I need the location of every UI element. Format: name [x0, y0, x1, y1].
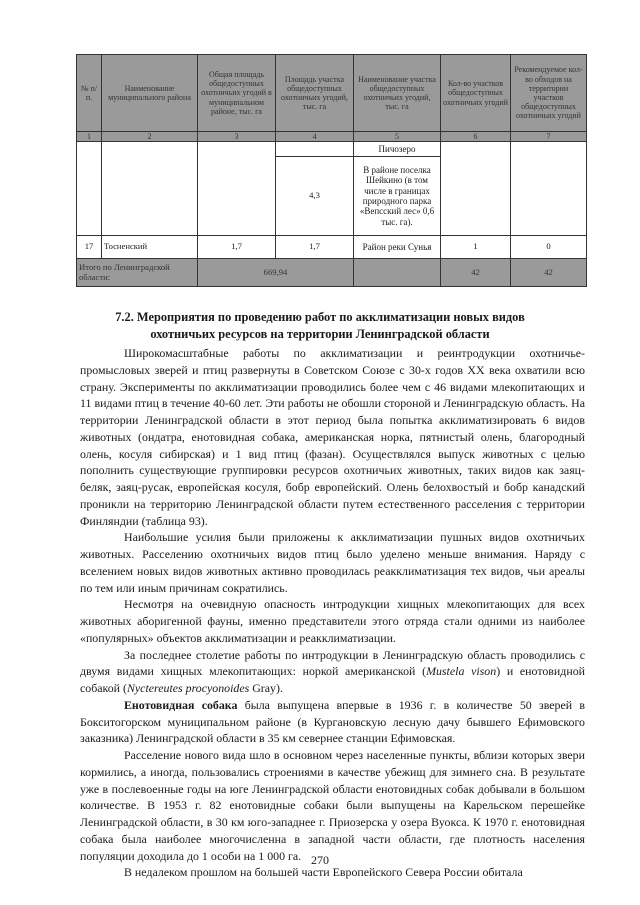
- text-run: ) и енотовидной собакой (: [80, 664, 586, 695]
- paragraph: Наибольшие усилия были приложены к акклиматизации пушных видов охотничьих животных. Расселению охотничьих видов птиц было уделено меньше внимания. Наряду с вселением новых видов животных активно проводилась реакклиматизация тех видов, чьи ареалы по тем или иным причинам сократились.: [80, 530, 585, 595]
- paragraph: [80, 647, 585, 697]
- table-cell: [198, 142, 276, 236]
- page-number: 270: [311, 853, 329, 867]
- paragraph: Расселение нового вида шло в основном через населенные пункты, вблизи которых звери кормились, а иногда, пользовались строениями в качестве убежищ для зимнего сна. В результате уже в послевоенные годы на юге Ленинградской области енотовидных собак добывали в большом количестве. В 1953 г. 82 енотовидные собаки были выпущены на Карельском перешейке Ленинградской области, в 30 км юго-западнее г. Приозерска у озера Вуокса. К 1970 г. енотовидная собака была наиболее многочисленна в западной части области, где плотность населения популяции доходила до 1 особи на 1 000 га.: [80, 748, 585, 863]
- paragraph: Широкомасштабные работы по акклиматизации и реинтродукции охотничье-промысловых зверей и птиц развернуты в Советском Союзе с 30-х годов XX века охватили всю страну. Эксперименты по акклиматизации проводились более чем с 46 видами млекопитающих и 11 видами птиц в течение 40-60 лет. Эти работы не обошли стороной и Ленинградскую область. На территории Ленинградской области в этот период была попытка акклиматизировать 6 видов животных (ондатра, енотовидная собака, американская норка, пятнистый олень, благородный олень, косуля сибирская) и 1 вид птиц (фазан). Осуществлялся выпуск животных с целью пополнить существующие группировки ресурсов охотничьих животных, таких видов как заяц-беляк, заяц-русак, европейская косуля, бобр европейский. Олень белохвостый и бобр канадский проникли на территорию Ленинградской области путем естественного расселения с территории Финляндии (таблица 93).: [80, 346, 585, 528]
- latin-name: Mustela vison: [426, 664, 497, 679]
- paragraph: [80, 697, 585, 747]
- table-cell: [354, 259, 441, 287]
- ground-area-cell: 4,3: [276, 157, 354, 236]
- table-row: [77, 142, 587, 157]
- column-number: 6: [441, 132, 511, 142]
- latin-name: Nyctereutes procyonoides: [126, 681, 250, 695]
- ground-area-cell: 1,7: [276, 236, 354, 259]
- header-cell: Наименование муниципального района: [102, 55, 198, 132]
- total-area-cell: 1,7: [198, 236, 276, 259]
- body-text: [80, 345, 585, 881]
- table-cell: [276, 142, 354, 157]
- table-total-row: [77, 259, 587, 287]
- table-cell: [77, 142, 102, 236]
- ground-name-cell: Район реки Сунья: [354, 236, 441, 259]
- header-cell: Площадь участка общедоступных охотничьих угодий, тыс. га: [276, 55, 354, 132]
- hunting-grounds-table: [76, 54, 587, 287]
- header-cell: № п/п.: [77, 55, 102, 132]
- column-number: 3: [198, 132, 276, 142]
- total-visits-cell: 42: [511, 259, 587, 287]
- table-cell: [102, 142, 198, 236]
- column-number: 2: [102, 132, 198, 142]
- table-header-row: [77, 55, 587, 132]
- row-number-cell: 17: [77, 236, 102, 259]
- text-run: Gray).: [249, 681, 283, 695]
- ground-name-cell: Пичозеро: [354, 142, 441, 157]
- term-bold: Енотовидная собака: [124, 697, 238, 712]
- paragraph: Несмотря на очевидную опасность интродукции хищных млекопитающих для всех животных аборигенной фауны, именно представители этого отряда стали одними из наиболее «популярных» объектов акклиматизации и реакклиматизации.: [80, 597, 585, 645]
- total-area-cell: 669,94: [198, 259, 354, 287]
- column-number: 7: [511, 132, 587, 142]
- header-cell: Наименование участка общедоступных охотничьих угодий, тыс. га: [354, 55, 441, 132]
- text-run: была выпущена впервые в 1936 г. в количестве 50 зверей в Бокситогорском муниципальном районе (в Кургановскую лесную дачу бывшего Ефимовского заказника) Ленинградской области в 35 км севернее станции Ефимовская.: [80, 697, 586, 746]
- column-number: 5: [354, 132, 441, 142]
- total-count-cell: 42: [441, 259, 511, 287]
- column-number: 4: [276, 132, 354, 142]
- visits-cell: 0: [511, 236, 587, 259]
- header-cell: Рекомендуемое кол-во обходов на территории участков общедоступных охотничьих угодий: [511, 55, 587, 132]
- text-run: За последнее столетие работы по интродукции в Ленинградскую область проводились с двумя видами хищных млекопитающих: норкой американской (: [80, 647, 585, 679]
- header-cell: Общая площадь общедоступных охотничьих угодий в муниципальном районе, тыс. га: [198, 55, 276, 132]
- header-cell: Кол-во участков общедоступных охотничьих угодий: [441, 55, 511, 132]
- table-cell: [511, 142, 587, 236]
- ground-count-cell: 1: [441, 236, 511, 259]
- table-cell: [441, 142, 511, 236]
- section-heading: 7.2. Мероприятия по проведению работ по акклиматизации новых видов охотничьих ресурсов на территории Ленинградской области: [115, 310, 525, 341]
- total-label-cell: Итого по Ленинградской области:: [77, 259, 198, 287]
- table-row: [77, 236, 587, 259]
- column-number: 1: [77, 132, 102, 142]
- paragraph: В недалеком прошлом на большей части Европейского Севера России обитала: [124, 865, 523, 880]
- ground-name-cell: В районе поселка Шейкино (в том числе в границах природного парка «Вепсский лес» 0,6 тыс. га).: [354, 157, 441, 236]
- column-number-row: [77, 132, 587, 142]
- district-cell: Тосненский: [102, 236, 198, 259]
